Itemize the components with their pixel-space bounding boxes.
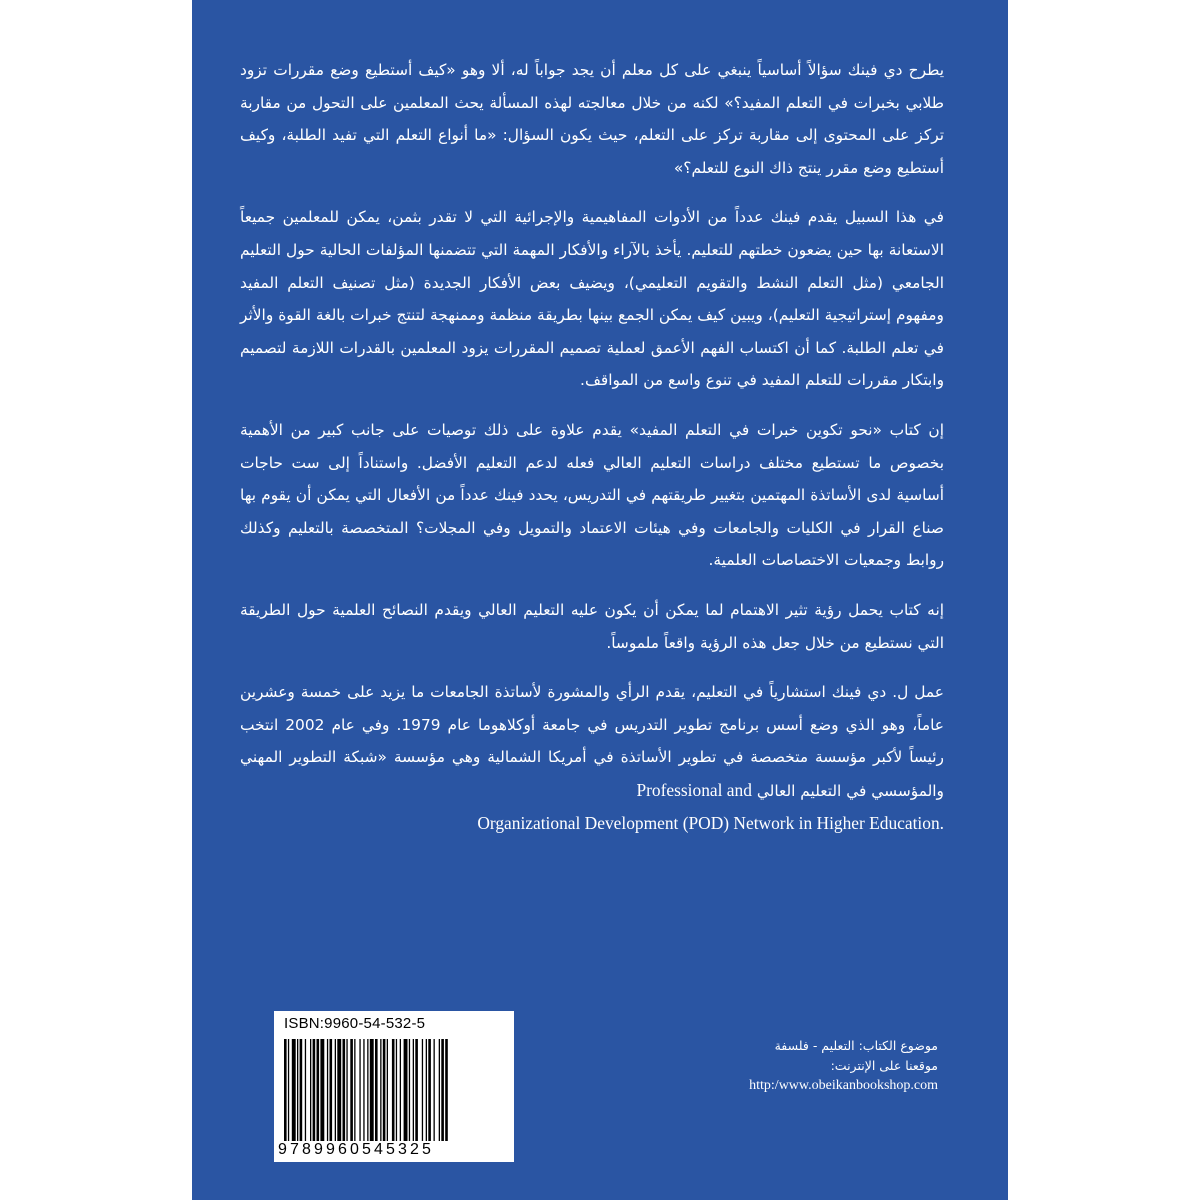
barcode-bar	[404, 1039, 408, 1141]
barcode-bar	[317, 1039, 320, 1141]
barcode-panel	[274, 1011, 514, 1162]
barcode-bar	[413, 1039, 414, 1141]
barcode-bar	[400, 1039, 401, 1141]
blurb-paragraph-1: يطرح دي فينك سؤالاً أساسياً ينبغي على كل معلم أن يجد جواباً له، ألا وهو «كيف أستطيع وضع مقررات تزود طلابي بخبرات في التعلم المفيد؟» لكنه من خلال معالجته لهذه المسألة يحث المعلمين على التحول من مقاربة تركز على المحتوى إلى مقاربة تركز على التعلم، حيث يكون السؤال: «ما أنواع التعلم التي تفيد الطلبة، وكيف أستطيع وضع مقرر ينتج ذاك النوع للتعلم؟»	[240, 61, 944, 177]
barcode-bar	[439, 1039, 440, 1141]
barcode-bar	[350, 1039, 353, 1141]
barcode-bar	[300, 1039, 303, 1141]
barcode-bar	[426, 1039, 427, 1141]
barcode-bar	[363, 1039, 364, 1141]
barcode-image	[282, 1039, 506, 1141]
barcode-bar	[327, 1039, 328, 1141]
barcode-bar	[292, 1039, 296, 1141]
author-bio	[240, 676, 944, 807]
barcode-bar	[370, 1039, 374, 1141]
barcode-bar	[310, 1039, 311, 1141]
website-label: موقعنا على الإنترنت:	[830, 1058, 938, 1073]
barcode-bar	[359, 1039, 360, 1141]
barcode-bar	[335, 1039, 336, 1141]
barcode-bar	[441, 1039, 444, 1141]
barcode-bar	[346, 1039, 347, 1141]
barcode-bar	[337, 1039, 341, 1141]
blurb-text	[240, 54, 944, 840]
barcode-bar	[320, 1039, 324, 1141]
barcode-bar	[288, 1039, 289, 1141]
barcode-bar	[297, 1039, 298, 1141]
barcode-bar	[375, 1039, 378, 1141]
back-cover	[192, 0, 1008, 1200]
barcode-bar	[387, 1039, 388, 1141]
barcode-bar	[422, 1039, 423, 1141]
barcode-bar	[343, 1039, 346, 1141]
barcode-bar	[330, 1039, 333, 1141]
barcode-bar	[383, 1039, 386, 1141]
barcode-bar	[445, 1039, 448, 1141]
blurb-paragraph-4: إنه كتاب يحمل رؤية تثير الاهتمام لما يمكن أن يكون عليه التعليم العالي ويقدم النصائح العلمية حول الطريقة التي نستطيع من خلال جعل هذه الرؤية واقعاً ملموساً.	[240, 600, 944, 652]
barcode-bar	[415, 1039, 418, 1141]
website-url: http:/www.obeikanbookshop.com	[749, 1078, 938, 1093]
author-bio-arabic: عمل ل. دي فينك استشارياً في التعليم، يقدم الرأي والمشورة لأساتذة الجامعات ما يزيد على خمسة وعشرين عاماً، وهو الذي وضع أسس برنامج تطوير التدريس في جامعة أوكلاهوما عام 1979. وفي عام 2002 انتخب رئيساً لأكبر مؤسسة متخصصة في تطوير الأساتذة في أمريكا الشمالية وهي مؤسسة «شبكة التطوير المهني والمؤسسي في التعليم العالي	[240, 683, 944, 800]
barcode-bar	[284, 1039, 287, 1141]
barcode-bar	[396, 1039, 397, 1141]
barcode-bar	[367, 1039, 368, 1141]
barcode-bar	[354, 1039, 355, 1141]
barcode-bar	[305, 1039, 306, 1141]
author-bio-english-2: Organizational Development (POD) Network in Higher Education.	[477, 813, 944, 834]
blurb-paragraph-3: إن كتاب «نحو تكوين خبرات في التعلم المفيد» يقدم علاوة على ذلك توصيات على جانب كبير من الأهمية بخصوص ما تستطيع مختلف دراسات التعليم العالي فعله لدعم التعليم الأفضل. واستناداً إلى ست حاجات أساسية لدى الأساتذة المهتمين بتغيير طريقتهم في التدريس، يحدد فينك عدداً من الأفعال التي يمكن أن يقوم بها صناع القرار في الكليات والجامعات وفي هيئات الاعتماد والتمويل وفي المجلات؟ المتخصصة بالتعليم وكذلك روابط وجمعيات الاختصاصات العلمية.	[240, 420, 944, 570]
barcode-bar	[380, 1039, 381, 1141]
barcode-bar	[409, 1039, 410, 1141]
blurb-paragraph-2: في هذا السبيل يقدم فينك عدداً من الأدوات المفاهيمية والإجرائية التي لا تقدر بثمن، يمكن للمعلمين جميعاً الاستعانة بها حين يضعون خطتهم للتعليم. يأخذ بالآراء والأفكار المهمة التي تتضمنها المؤلفات الحالية حول التعليم الجامعي (مثل التعلم النشط والتقويم التعليمي)، ويضيف بعض الأفكار الجديدة (مثل تصنيف التعلم المفيد ومفهوم إستراتيجية التعليم)، ويبين كيف يمكن الجمع بينها بطريقة منظمة وممنهجة لتنتج خبرات بالغة القوة والأثر في تعلم الطلبة. كما أن اكتساب الفهم الأعمق لعملية تصميم المقررات يزود المعلمين بالقدرات اللازمة لتصميم وابتكار مقررات للتعلم المفيد في تنوع واسع من المواقف.	[240, 208, 944, 390]
subject-line: موضوع الكتاب: التعليم - فلسفة	[774, 1038, 938, 1053]
author-bio-english-1: Professional and	[636, 779, 752, 800]
barcode-bar	[392, 1039, 395, 1141]
barcode-bar	[434, 1039, 435, 1141]
barcode-number: 9789960545325	[278, 1141, 434, 1158]
barcode-bar	[313, 1039, 316, 1141]
book-meta	[638, 1036, 938, 1096]
isbn-label: ISBN:9960-54-532-5	[284, 1015, 426, 1032]
barcode-bar	[428, 1039, 431, 1141]
